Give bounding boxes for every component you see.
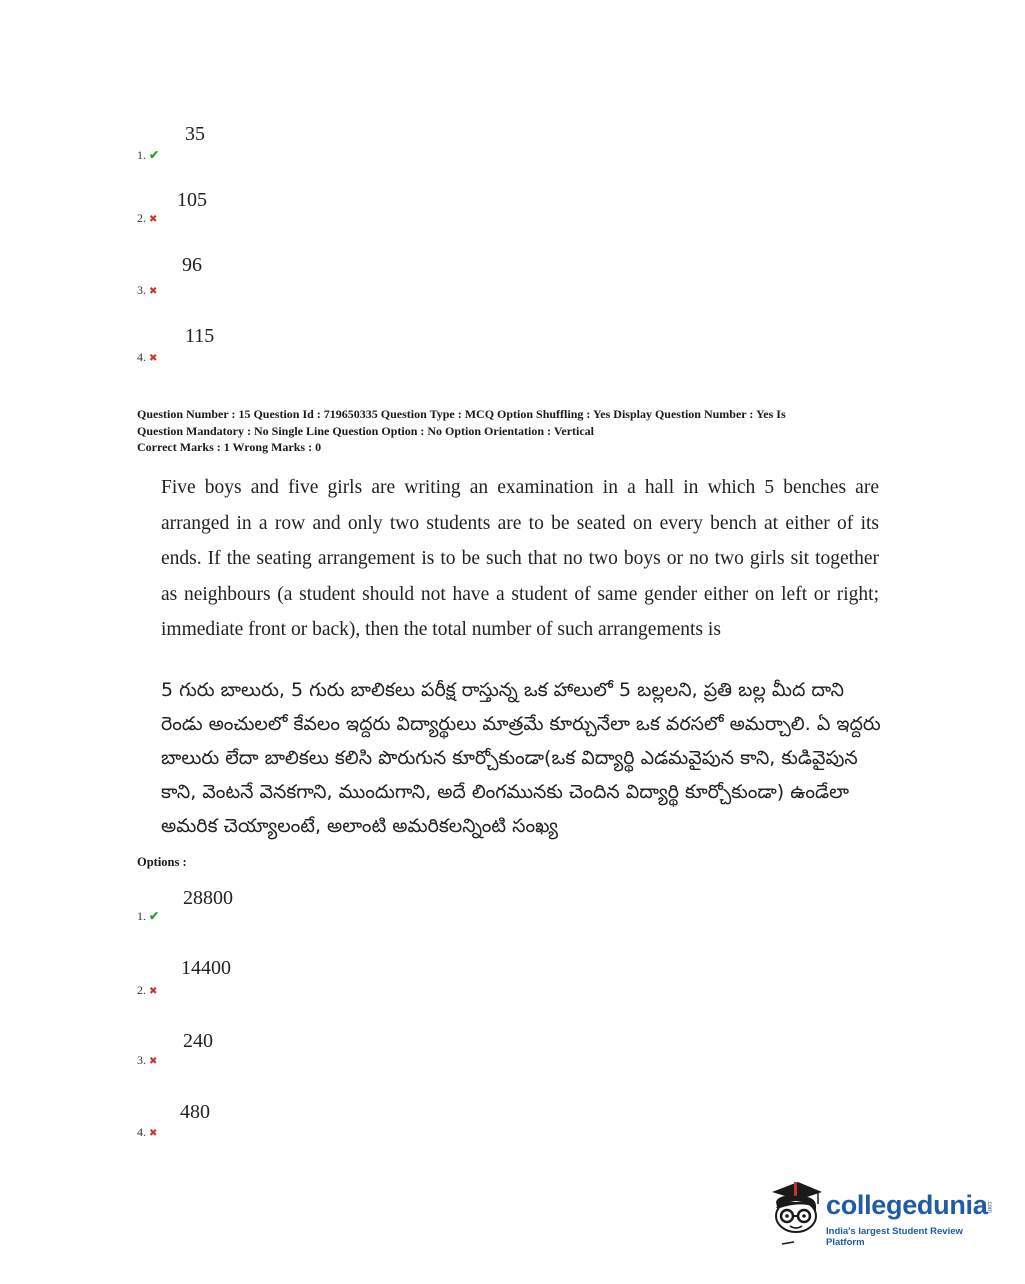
option-number: 3. ✖ xyxy=(137,283,158,297)
option-number: 3. ✖ xyxy=(137,1053,158,1067)
question-meta xyxy=(137,406,897,456)
option-number: 4. ✖ xyxy=(137,1125,158,1139)
cross-icon: ✖ xyxy=(149,214,158,225)
brand-name: collegedunia xyxy=(826,1190,988,1220)
option-value: 480 xyxy=(180,1101,210,1123)
student-mascot-icon xyxy=(768,1178,826,1248)
question-text-telugu: 5 గురు బాలురు, 5 గురు బాలికలు పరీక్ష రాస్తున్న ఒక హాలులో 5 బల్లలని, ప్రతి బల్ల మీద దాని రెండు అంచులలో కేవలం ఇద్దరు విద్యార్థులు మాత్రమే కూర్చునేలా ఒక వరసలో అమర్చాలి. ఏ ఇద్దరు బాలురు లేదా బాలికలు కలిసి పొరుగున కూర్చోకుండా(ఒక విద్యార్థి ఎడమవైపున కాని, కుడివైపున కాని, వెంటనే వెనకగాని, ముందుగాని, అదే లింగమునకు చెందిన విద్యార్థి కూర్చోకుండా) ఉండేలా అమరిక చెయ్యాలంటే, అలాంటి అమరికలన్నింటి సంఖ్య xyxy=(161,679,881,837)
option-number: 1. ✔ xyxy=(137,909,160,923)
brand-tagline: India's largest Student Review Platform xyxy=(826,1226,963,1248)
cross-icon: ✖ xyxy=(149,1128,158,1139)
question-marks: Correct Marks : 1 Wrong Marks : 0 xyxy=(137,440,322,454)
option-value: 35 xyxy=(185,123,205,145)
check-icon: ✔ xyxy=(149,909,160,923)
cross-icon: ✖ xyxy=(149,1056,158,1067)
brand-domain: .com xyxy=(986,1200,992,1214)
option-number: 2. ✖ xyxy=(137,211,158,225)
option-value: 28800 xyxy=(183,887,233,909)
cross-icon: ✖ xyxy=(149,986,158,997)
cross-icon: ✖ xyxy=(149,353,158,364)
option-value: 115 xyxy=(185,325,215,347)
option-value: 96 xyxy=(182,254,202,276)
cross-icon: ✖ xyxy=(149,286,158,297)
option-number: 2. ✖ xyxy=(137,983,158,997)
question-text-english: Five boys and five girls are writing an examination in a hall in which 5 benches are arranged in a row and only two students are to be seated on every bench at either of its ends. If the seating arrangement is to be such that no two boys or no two girls sit together as neighbours (a student should not have a student of same gender either on left or right; immediate front or back), then the total number of such arrangements is xyxy=(161,477,879,640)
question-meta-line2: Question Mandatory : No Single Line Question Option : No Option Orientation : Vertical xyxy=(137,423,595,438)
question-meta-line1: Question Number : 15 Question Id : 719650335 Question Type : MCQ Option Shuffling : Yes Display Question Number : Yes Is xyxy=(137,407,786,421)
option-value: 14400 xyxy=(181,957,231,979)
option-value: 105 xyxy=(177,189,207,211)
options-label: Options : xyxy=(137,855,187,869)
option-value: 240 xyxy=(183,1030,213,1052)
check-icon: ✔ xyxy=(149,148,160,162)
brand-logo[interactable] xyxy=(768,1178,998,1248)
option-number: 4. ✖ xyxy=(137,350,158,364)
option-number: 1. ✔ xyxy=(137,148,160,162)
